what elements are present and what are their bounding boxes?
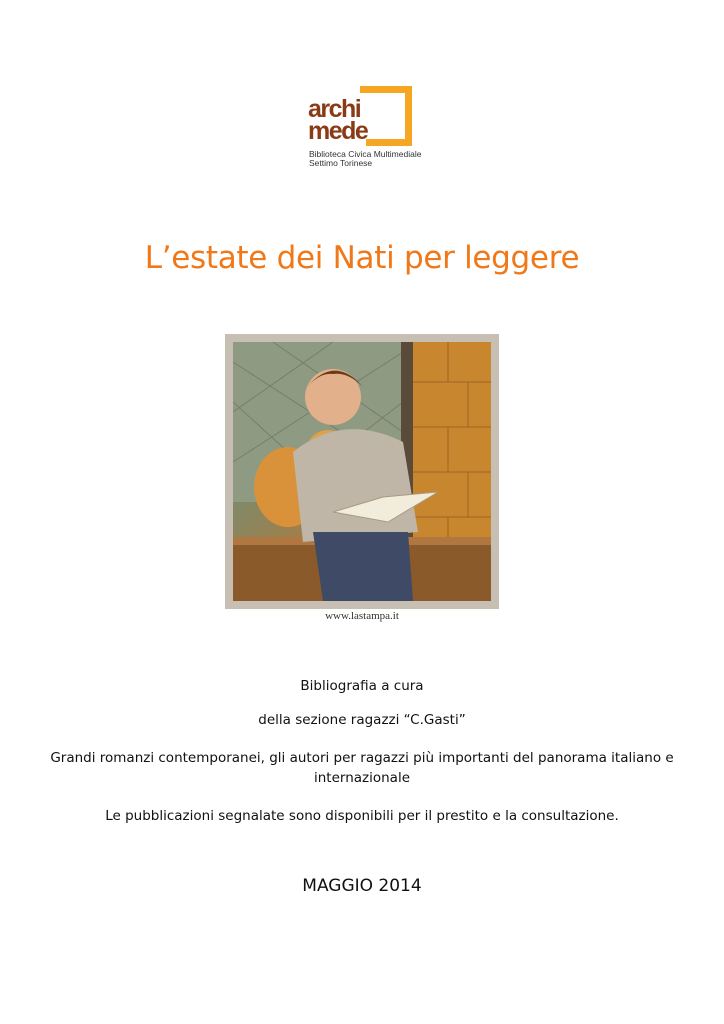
logo-word-mede: mede bbox=[308, 117, 368, 145]
publication-date: MAGGIO 2014 bbox=[302, 876, 422, 896]
logo-subline-library: Biblioteca Civica Multimediale bbox=[309, 149, 422, 159]
page-title: L’estate dei Nati per leggere bbox=[144, 240, 580, 276]
logo-word-archi: archi bbox=[308, 95, 361, 123]
logo-subline-city: Settimo Torinese bbox=[309, 158, 373, 168]
photo-boy-reading-to-cat bbox=[233, 342, 491, 601]
section-line: della sezione ragazzi “C.Gasti” bbox=[258, 712, 466, 728]
library-logo bbox=[306, 84, 422, 170]
bibliography-line: Bibliografia a cura bbox=[300, 678, 424, 694]
logo-bracket-shape bbox=[366, 86, 412, 146]
cover-photo bbox=[225, 334, 499, 609]
photo-caption: www.lastampa.it bbox=[325, 610, 399, 622]
availability-line: Le pubblicazioni segnalate sono disponibili per il prestito e la consultazione. bbox=[105, 808, 619, 824]
description-line: Grandi romanzi contemporanei, gli autori per ragazzi più importanti del panorama italiano e internazionale bbox=[50, 750, 674, 786]
